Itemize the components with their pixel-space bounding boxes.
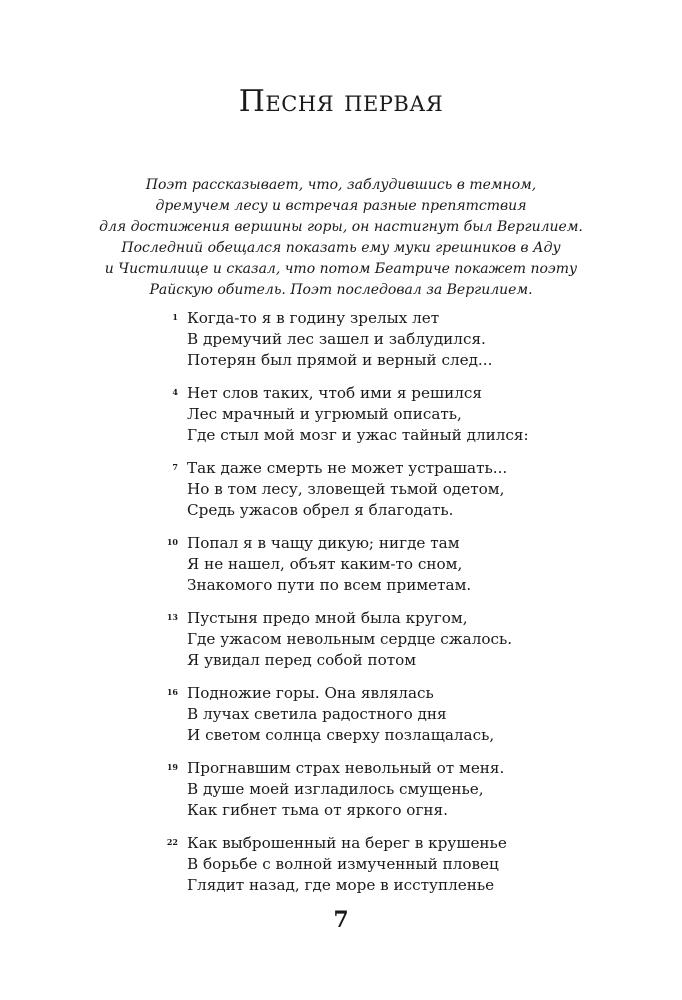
- canto-summary: [0, 175, 682, 301]
- canto-title: Песня первая: [238, 84, 444, 119]
- stanza: [0, 833, 682, 908]
- line-number: 13: [166, 612, 178, 622]
- verse-line: Так даже смерть не может устрашать...: [187, 459, 508, 477]
- summary-line: Поэт рассказывает, что, заблудившись в темном,: [145, 177, 537, 193]
- stanza: [0, 458, 682, 533]
- line-number: 19: [166, 762, 178, 772]
- verse-line: Средь ужасов обрел я благодать.: [187, 501, 454, 519]
- line-number: 22: [166, 837, 178, 847]
- line-number: 7: [172, 462, 178, 472]
- verse-line: Потерян был прямой и верный след...: [187, 351, 493, 369]
- verse-line: Когда-то я в годину зрелых лет: [187, 309, 440, 327]
- poem-text: [0, 308, 682, 908]
- page-number: 7: [333, 907, 349, 933]
- verse-line: Я не нашел, объят каким-то сном,: [187, 555, 463, 573]
- verse-line: Я увидал перед собой потом: [187, 651, 417, 669]
- verse-line: Знакомого пути по всем приметам.: [187, 576, 472, 594]
- verse-line: В дремучий лес зашел и заблудился.: [187, 330, 486, 348]
- stanza: [0, 683, 682, 758]
- summary-line: и Чистилище и сказал, что потом Беатриче покажет поэту: [104, 261, 578, 277]
- verse-line: Как гибнет тьма от яркого огня.: [187, 801, 448, 819]
- stanza: [0, 533, 682, 608]
- line-number: 1: [172, 312, 178, 322]
- verse-line: Но в том лесу, зловещей тьмой одетом,: [187, 480, 505, 498]
- verse-line: Глядит назад, где море в исступленье: [187, 876, 495, 894]
- verse-line: Прогнавшим страх невольный от меня.: [187, 759, 505, 777]
- stanza: [0, 608, 682, 683]
- verse-line: В душе моей изгладилось смущенье,: [187, 780, 484, 798]
- verse-line: Попал я в чащу дикую; нигде там: [187, 534, 460, 552]
- summary-line: Райскую обитель. Поэт последовал за Вергилием.: [149, 282, 533, 298]
- summary-line: дремучем лесу и встречая разные препятствия: [155, 198, 527, 214]
- line-number: 4: [172, 387, 178, 397]
- verse-line: В борьбе с волной измученный пловец: [187, 855, 499, 873]
- stanza: [0, 308, 682, 383]
- line-number: 16: [166, 687, 178, 697]
- verse-line: В лучах светила радостного дня: [187, 705, 447, 723]
- verse-line: И светом солнца сверху позлащалась,: [187, 726, 495, 744]
- summary-line: для достижения вершины горы, он настигнут был Вергилием.: [99, 219, 583, 235]
- verse-line: Подножие горы. Она являлась: [187, 684, 434, 702]
- verse-line: Как выброшенный на берег в крушенье: [187, 834, 507, 852]
- verse-line: Нет слов таких, чтоб ими я решился: [187, 384, 482, 402]
- line-number: 10: [166, 537, 178, 547]
- stanza: [0, 383, 682, 458]
- verse-line: Лес мрачный и угрюмый описать,: [187, 405, 462, 423]
- verse-line: Пустыня предо мной была кругом,: [187, 609, 468, 627]
- verse-line: Где стыл мой мозг и ужас тайный длился:: [187, 426, 529, 444]
- summary-line: Последний обещался показать ему муки грешников в Аду: [121, 240, 561, 256]
- stanza: [0, 758, 682, 833]
- verse-line: Где ужасом невольным сердце сжалось.: [187, 630, 513, 648]
